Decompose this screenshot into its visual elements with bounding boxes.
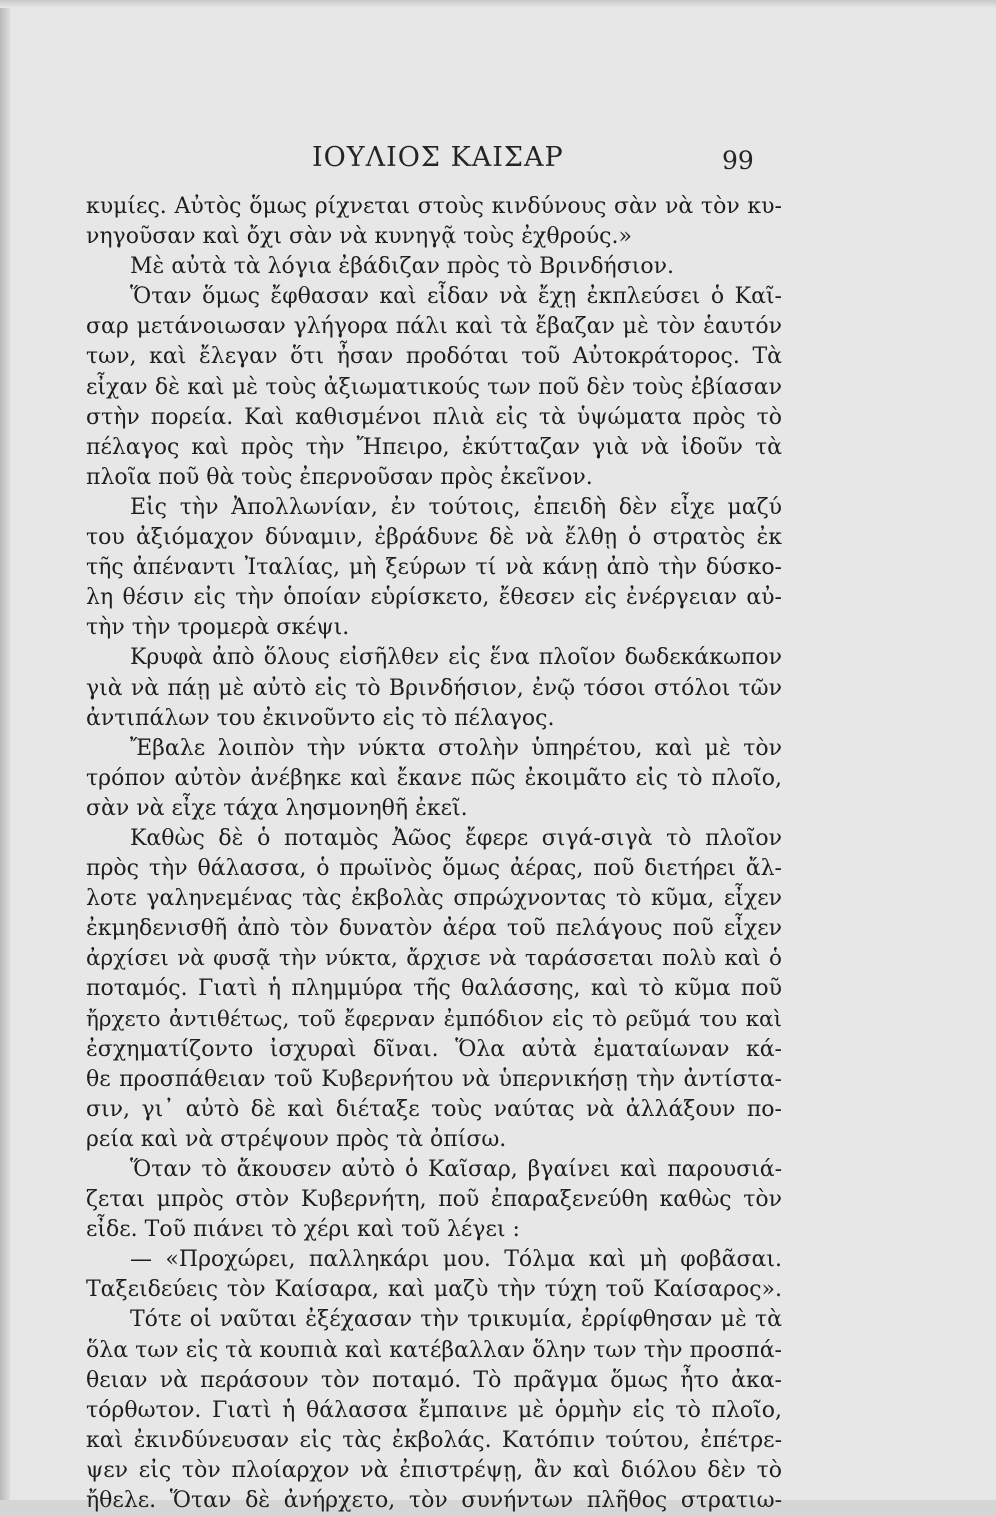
text-line: εἶχαν δὲ καὶ μὲ τοὺς ἀξιωματικούς των ποῦ δὲν τοὺς ἐβίασαν bbox=[86, 374, 782, 400]
running-title: ΙΟΥΛΙΟΣ ΚΑΙΣΑΡ bbox=[312, 142, 564, 173]
page-left-edge bbox=[0, 0, 10, 1500]
text-line: ἤρχετο ἀντιθέτως, τοῦ ἔφερναν ἐμπόδιον εἰς τὸ ρεῦμά του καὶ bbox=[86, 1006, 782, 1032]
text-line: ἤθελε. Ὅταν δὲ ἀνήρχετο, τὸν συνήντων πλῆθος στρατιω- bbox=[86, 1488, 782, 1514]
text-line: πέλαγος καὶ πρὸς τὴν Ἤπειρο, ἐκύτταζαν γιὰ νὰ ἰδοῦν τὰ bbox=[86, 434, 782, 460]
text-line: ἀρχίσει νὰ φυσᾷ τὴν νύκτα, ἄρχισε νὰ ταράσσεται πολὺ καὶ ὁ bbox=[86, 946, 782, 972]
text-line: ζεται μπρὸς στὸν Κυβερνήτη, ποῦ ἐπαραξενεύθη καθὼς τὸν bbox=[86, 1187, 782, 1213]
text-line: — «Προχώρει, παλληκάρι μου. Τόλμα καὶ μὴ φοβᾶσαι. bbox=[130, 1247, 782, 1273]
text-line: των, καὶ ἔλεγαν ὅτι ἦσαν προδόται τοῦ Αὐτοκράτορος. Τὰ bbox=[86, 344, 782, 370]
text-line: Ἔβαλε λοιπὸν τὴν νύκτα στολὴν ὑπηρέτου, καὶ μὲ τὸν bbox=[130, 735, 782, 761]
page-header bbox=[0, 138, 996, 178]
text-line: ποταμός. Γιατὶ ἡ πλημμύρα τῆς θαλάσσης, καὶ τὸ κῦμα ποῦ bbox=[86, 976, 782, 1002]
text-line: σαρ μετάνοιωσαν γλήγορα πάλι καὶ τὰ ἔβαζαν μὲ τὸν ἑαυτόν bbox=[86, 314, 782, 340]
text-line: ἐσχηματίζοντο ἰσχυραὶ δῖναι. Ὅλα αὐτὰ ἐματαίωναν κά- bbox=[86, 1036, 782, 1062]
text-line: εἶδε. Τοῦ πιάνει τὸ χέρι καὶ τοῦ λέγει : bbox=[86, 1217, 520, 1243]
text-line: τόρθωτον. Γιατὶ ἡ θάλασσα ἔμπαινε μὲ ὁρμὴν εἰς τὸ πλοῖο, bbox=[86, 1397, 782, 1423]
text-line: ρεία καὶ νὰ στρέψουν πρὸς τὰ ὀπίσω. bbox=[86, 1126, 507, 1152]
text-line: πρὸς τὴν θάλασσα, ὁ πρωϊνὸς ὅμως ἀέρας, ποῦ διετήρει ἄλ- bbox=[86, 856, 782, 882]
body-text bbox=[86, 192, 782, 1516]
text-line: Καθὼς δὲ ὁ ποταμὸς Ἀῶος ἔφερε σιγά-σιγὰ τὸ πλοῖον bbox=[130, 825, 782, 851]
text-line: στὴν πορεία. Καὶ καθισμένοι πλιὰ εἰς τὰ ὑψώματα πρὸς τὸ bbox=[86, 404, 782, 430]
text-line: νηγοῦσαν καὶ ὄχι σὰν νὰ κυνηγᾷ τοὺς ἐχθρούς.» bbox=[86, 224, 632, 250]
text-line: σὰν νὰ εἶχε τάχα λησμονηθῆ ἐκεῖ. bbox=[86, 795, 468, 821]
text-line: Ὅταν ὅμως ἔφθασαν καὶ εἶδαν νὰ ἔχῃ ἐκπλεύσει ὁ Καῖ- bbox=[130, 284, 782, 310]
text-line: λη θέσιν εἰς τὴν ὁποίαν εὑρίσκετο, ἔθεσεν εἰς ἐνέργειαν αὐ- bbox=[86, 585, 782, 611]
text-line: Ταξειδεύεις τὸν Καίσαρα, καὶ μαζὺ τὴν τύχη τοῦ Καίσαρος». bbox=[86, 1277, 782, 1303]
text-line: Τότε οἱ ναῦται ἐξέχασαν τὴν τρικυμία, ἐρρίφθησαν μὲ τὰ bbox=[130, 1307, 782, 1333]
text-line: Μὲ αὐτὰ τὰ λόγια ἐβάδιζαν πρὸς τὸ Βρινδήσιον. bbox=[130, 254, 674, 280]
text-line: του ἀξιόμαχον δύναμιν, ἐβράδυνε δὲ νὰ ἔλθῃ ὁ στρατὸς ἐκ bbox=[86, 525, 782, 551]
text-line: ἐκμηδενισθῆ ἀπὸ τὸν δυνατὸν ἀέρα τοῦ πελάγους ποῦ εἶχεν bbox=[86, 916, 782, 942]
text-line: ὅλα των εἰς τὰ κουπιὰ καὶ κατέβαλλαν ὅλην των τὴν προσπά- bbox=[86, 1337, 782, 1363]
text-line: τρόπον αὐτὸν ἀνέβηκε καὶ ἔκανε πῶς ἐκοιμᾶτο εἰς τὸ πλοῖο, bbox=[86, 765, 782, 791]
text-line: λοτε γαληνεμένας τὰς ἐκβολὰς σπρώχνοντας τὸ κῦμα, εἶχεν bbox=[86, 886, 782, 912]
text-line: πλοῖα ποῦ θὰ τοὺς ἐπερνοῦσαν πρὸς ἐκεῖνον. bbox=[86, 464, 593, 490]
page-number: 99 bbox=[722, 146, 754, 175]
text-line: Εἰς τὴν Ἀπολλωνίαν, ἐν τούτοις, ἐπειδὴ δὲν εἶχε μαζύ bbox=[130, 494, 782, 520]
text-line: ἀντιπάλων του ἐκινοῦντο εἰς τὸ πέλαγος. bbox=[86, 705, 555, 731]
text-line: σιν, γι᾽ αὐτὸ δὲ καὶ διέταξε τοὺς ναύτας νὰ ἀλλάξουν πο- bbox=[86, 1096, 782, 1122]
text-line: Κρυφὰ ἀπὸ ὅλους εἰσῆλθεν εἰς ἕνα πλοῖον δωδεκάκωπον bbox=[130, 645, 782, 671]
text-line: θειαν νὰ περάσουν τὸν ποταμό. Τὸ πρᾶγμα ὅμως ἦτο ἀκα- bbox=[86, 1367, 782, 1393]
text-line: τὴν τὴν τρομερὰ σκέψι. bbox=[86, 615, 350, 641]
text-line: κυμίες. Αὐτὸς ὅμως ρίχνεται στοὺς κινδύνους σὰν νὰ τὸν κυ- bbox=[86, 194, 782, 219]
text-line: τῆς ἀπέναντι Ἰταλίας, μὴ ξεύρων τί νὰ κάνῃ ἀπὸ τὴν δύσκο- bbox=[86, 555, 782, 581]
text-line: θε προσπάθειαν τοῦ Κυβερνήτου νὰ ὑπερνικήσῃ τὴν ἀντίστα- bbox=[86, 1066, 782, 1092]
text-line: Ὅταν τὸ ἄκουσεν αὐτὸ ὁ Καῖσαρ, βγαίνει καὶ παρουσιά- bbox=[130, 1157, 782, 1182]
text-line: γιὰ νὰ πάῃ μὲ αὐτὸ εἰς τὸ Βρινδήσιον, ἐνῷ τόσοι στόλοι τῶν bbox=[86, 675, 782, 701]
text-line: ψεν εἰς τὸν πλοίαρχον νὰ ἐπιστρέψῃ, ἂν καὶ διόλου δὲν τὸ bbox=[86, 1457, 782, 1483]
text-line: καὶ ἐκινδύνευσαν εἰς τὰς ἐκβολάς. Κατόπιν τούτου, ἐπέτρε- bbox=[86, 1427, 782, 1453]
page-top-edge bbox=[0, 0, 996, 8]
